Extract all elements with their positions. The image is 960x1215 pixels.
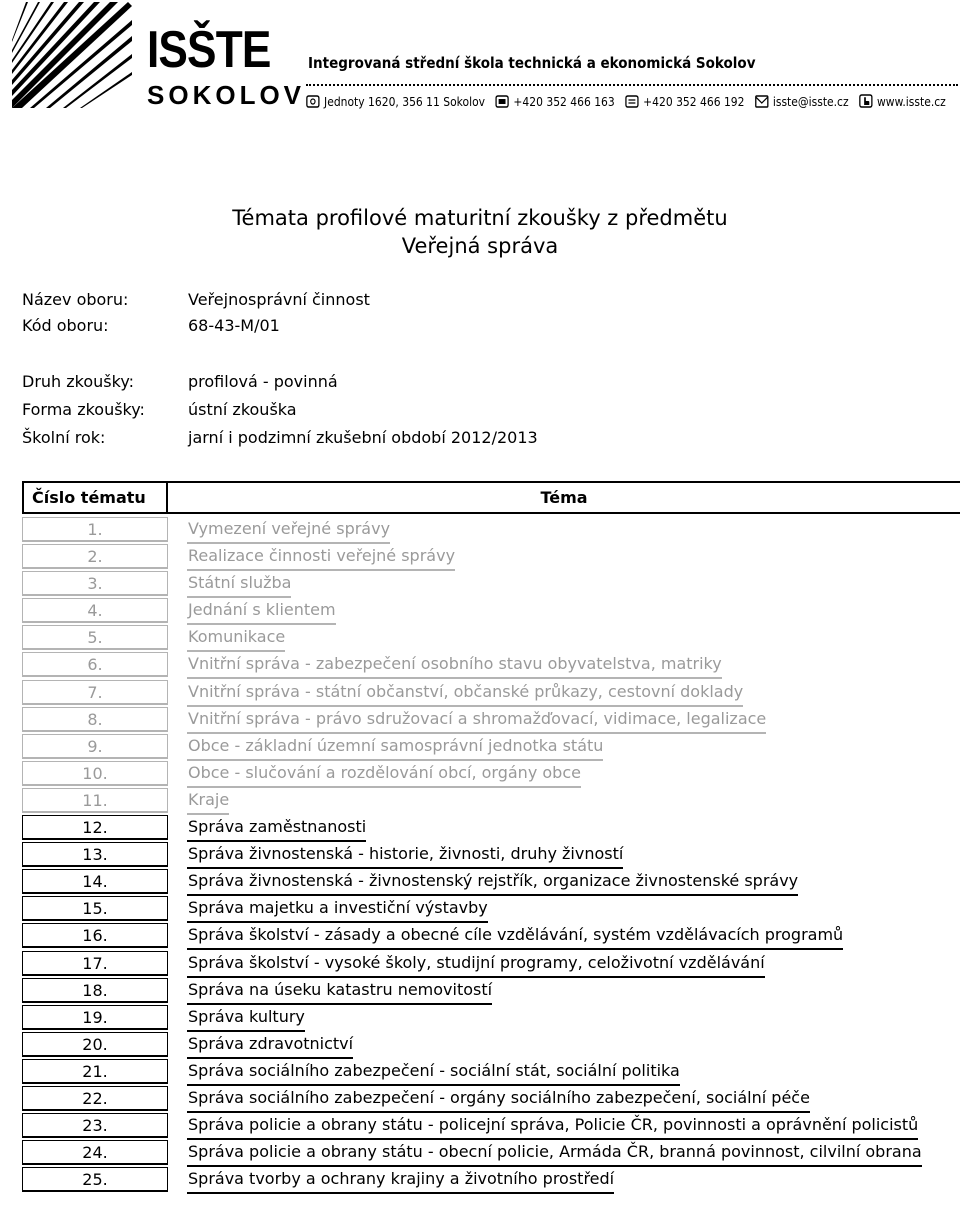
table-row — [22, 1086, 960, 1113]
column-header-topic: Téma — [166, 481, 960, 514]
row-topic: Správa policie a obrany státu - policejní správa, Policie ČR, povinnosti a oprávnění policistů — [187, 1113, 918, 1140]
row-topic: Správa živnostenská - živnostenský rejstřík, organizace živnostenské správy — [187, 869, 798, 896]
table-row — [22, 1113, 960, 1140]
document-title: Témata profilové maturitní zkoušky z předmětu — [232, 206, 728, 230]
row-number: 11. — [22, 788, 168, 813]
table-row — [22, 1140, 960, 1167]
row-number: 21. — [22, 1059, 168, 1084]
table-row — [22, 788, 960, 815]
table-row — [22, 923, 960, 950]
row-number: 1. — [22, 517, 168, 542]
row-topic: Vymezení veřejné správy — [187, 517, 390, 544]
contact-web-text: www.isste.cz — [876, 93, 946, 109]
row-topic: Správa zdravotnictví — [187, 1032, 353, 1059]
phone-icon — [495, 95, 509, 108]
school-logo-rays-icon — [10, 0, 134, 108]
row-topic: Vnitřní správa - právo sdružovací a shromažďovací, vidimace, legalizace — [187, 707, 766, 734]
row-number: 12. — [22, 815, 168, 840]
field-value-forma: ústní zkouška — [188, 400, 297, 419]
table-row — [22, 544, 960, 571]
row-number: 15. — [22, 896, 168, 921]
table-row — [22, 707, 960, 734]
contact-phone — [495, 94, 614, 109]
row-number: 18. — [22, 978, 168, 1003]
field-label-forma: Forma zkoušky: — [22, 400, 145, 419]
row-topic: Správa na úseku katastru nemovitostí — [187, 978, 492, 1005]
row-topic: Komunikace — [187, 625, 285, 652]
contact-fax — [625, 94, 744, 109]
table-row — [22, 842, 960, 869]
mailbox-icon — [306, 95, 320, 108]
row-topic: Správa sociálního zabezpečení - sociální stát, sociální politika — [187, 1059, 680, 1086]
fax-icon — [625, 95, 639, 108]
table-row — [22, 815, 960, 842]
row-number: 2. — [22, 544, 168, 569]
table-row — [22, 951, 960, 978]
row-number: 5. — [22, 625, 168, 650]
column-header-number: Číslo tématu — [22, 481, 168, 514]
row-number: 10. — [22, 761, 168, 786]
table-row — [22, 1167, 960, 1194]
row-number: 25. — [22, 1167, 168, 1192]
table-row — [22, 734, 960, 761]
table-row — [22, 1032, 960, 1059]
table-row — [22, 761, 960, 788]
row-number: 23. — [22, 1113, 168, 1138]
row-topic: Správa policie a obrany státu - obecní policie, Armáda ČR, branná povinnost, cilvilní obrana — [187, 1140, 922, 1167]
row-topic: Správa živnostenská - historie, živnosti, druhy živností — [187, 842, 623, 869]
brand-name-top: ISŠTE — [147, 21, 271, 79]
row-topic: Státní služba — [187, 571, 291, 598]
envelope-icon — [755, 95, 769, 108]
row-number: 3. — [22, 571, 168, 596]
contact-address — [306, 94, 485, 109]
row-topic: Správa školství - vysoké školy, studijní programy, celoživotní vzdělávání — [187, 951, 765, 978]
table-row — [22, 598, 960, 625]
field-value-rok: jarní i podzimní zkušební období 2012/2013 — [188, 428, 538, 447]
row-number: 13. — [22, 842, 168, 867]
row-number: 9. — [22, 734, 168, 759]
row-topic: Vnitřní správa - zabezpečení osobního stavu obyvatelstva, matriky — [187, 652, 722, 679]
school-name: Integrovaná střední škola technická a ekonomická Sokolov — [308, 54, 756, 72]
row-number: 4. — [22, 598, 168, 623]
table-row — [22, 652, 960, 679]
document-subject: Veřejná správa — [401, 234, 559, 258]
field-label-kod: Kód oboru: — [22, 316, 109, 335]
contact-bar — [306, 92, 956, 110]
row-number: 16. — [22, 923, 168, 948]
row-topic: Správa zaměstnanosti — [187, 815, 366, 842]
row-topic: Jednání s klientem — [187, 598, 336, 625]
field-label-obor: Název oboru: — [22, 290, 129, 309]
field-value-obor: Veřejnosprávní činnost — [188, 290, 370, 309]
hand-pointer-icon — [859, 94, 873, 108]
table-row — [22, 1005, 960, 1032]
row-topic: Správa majetku a investiční výstavby — [187, 896, 488, 923]
table-row — [22, 869, 960, 896]
row-topic: Obce - základní územní samosprávní jednotka státu — [187, 734, 603, 761]
row-number: 20. — [22, 1032, 168, 1057]
row-topic: Realizace činnosti veřejné správy — [187, 544, 455, 571]
table-row — [22, 680, 960, 707]
table-row — [22, 896, 960, 923]
row-topic: Obce - slučování a rozdělování obcí, orgány obce — [187, 761, 581, 788]
topics-table — [22, 517, 960, 1194]
header-dotted-divider — [306, 84, 958, 86]
row-number: 14. — [22, 869, 168, 894]
field-label-rok: Školní rok: — [22, 428, 106, 447]
row-topic: Kraje — [187, 788, 229, 815]
row-number: 8. — [22, 707, 168, 732]
row-topic: Správa školství - zásady a obecné cíle vzdělávání, systém vzdělávacích programů — [187, 923, 843, 950]
table-row — [22, 571, 960, 598]
row-number: 24. — [22, 1140, 168, 1165]
contact-web — [859, 94, 946, 109]
field-value-kod: 68-43-M/01 — [188, 316, 280, 335]
row-number: 6. — [22, 652, 168, 677]
brand-name-bottom: SOKOLOV — [147, 80, 306, 110]
contact-phone-text: +420 352 466 163 — [513, 93, 615, 109]
table-row — [22, 517, 960, 544]
row-number: 22. — [22, 1086, 168, 1111]
table-row — [22, 978, 960, 1005]
row-topic: Správa kultury — [187, 1005, 305, 1032]
row-number: 17. — [22, 951, 168, 976]
contact-fax-text: +420 352 466 192 — [643, 93, 745, 109]
row-number: 7. — [22, 680, 168, 705]
contact-address-text: Jednoty 1620, 356 11 Sokolov — [324, 93, 486, 109]
row-topic: Správa sociálního zabezpečení - orgány sociálního zabezpečení, sociální péče — [187, 1086, 810, 1113]
contact-email — [755, 94, 849, 109]
field-label-druh: Druh zkoušky: — [22, 372, 135, 391]
field-value-druh: profilová - povinná — [188, 372, 338, 391]
table-row — [22, 1059, 960, 1086]
row-topic: Správa tvorby a ochrany krajiny a životního prostředí — [187, 1167, 614, 1194]
row-topic: Vnitřní správa - státní občanství, občanské průkazy, cestovní doklady — [187, 680, 743, 707]
contact-email-text: isste@isste.cz — [772, 93, 849, 109]
row-number: 19. — [22, 1005, 168, 1030]
table-row — [22, 625, 960, 652]
